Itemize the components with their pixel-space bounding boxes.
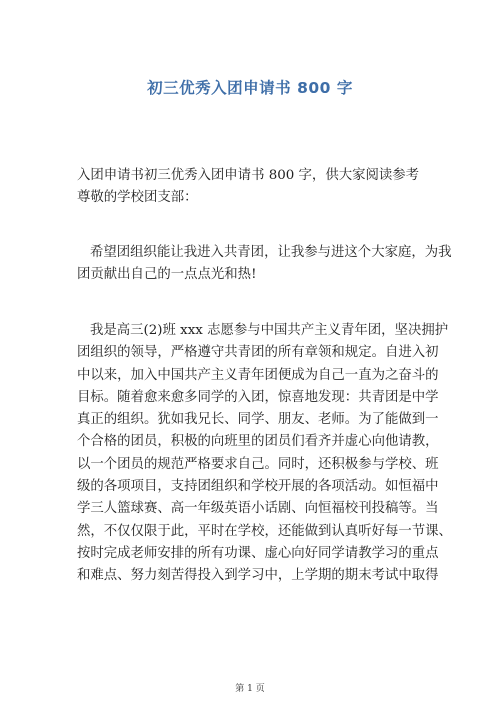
paragraph-2 [77,320,452,588]
paragraph-line: 真正的组织。犹如我兄长、同学、朋友、老师。为了能做到一 [77,412,439,428]
document-title: 初三优秀入团申请书 800 字 [147,79,353,97]
paragraph-line: 希望团组织能让我进入共青团，让我参与进这个大家庭，为我 [90,245,452,260]
paragraph-line: 中以来，加入中国共产主义青年团便成为自己一直为之奋斗的 [77,367,439,383]
intro-block [77,165,429,210]
paragraph-line: 然，不仅仅限于此，平时在学校，还能做到认真听好每一节课、 [77,523,452,539]
paragraph-line: 团组织的领导，严格遵守共青团的所有章领和规定。自进入初 [77,345,439,361]
salutation-line: 尊敬的学校团支部： [77,190,198,206]
paragraph-line: 目标。随着愈来愈多同学的入团，惊喜地发现：共青团是中学 [77,389,439,405]
paragraph-line: 级的各项项目，支持团组织和学校开展的各项活动。如恒福中 [77,479,439,495]
paragraph-line: 团贡献出自己的一点点光和热! [77,267,257,283]
paragraph-line: 我是高三(2)班 xxx 志愿参与中国共产主义青年团，坚决拥护 [90,323,449,338]
paragraph-line: 按时完成老师安排的所有功课、虚心向好同学请教学习的重点 [77,545,439,561]
paragraph-line: 和难点、努力刻苦得投入到学习中，上学期的期末考试中取得 [77,568,439,584]
paragraph-line: 以一个团员的规范严格要求自己。同时，还积极参与学校、班 [77,456,439,472]
paragraph-1 [77,242,452,287]
paragraph-line: 个合格的团员，积极的向班里的团员们看齐并虚心向他请教， [77,434,439,450]
page-number: 第 1 页 [235,684,265,694]
paragraph-line: 学三人篮球赛、高一年级英语小话剧、向恒福校刊投稿等。当 [77,501,439,517]
intro-line: 入团申请书初三优秀入团申请书 800 字，供大家阅读参考 [77,168,420,183]
